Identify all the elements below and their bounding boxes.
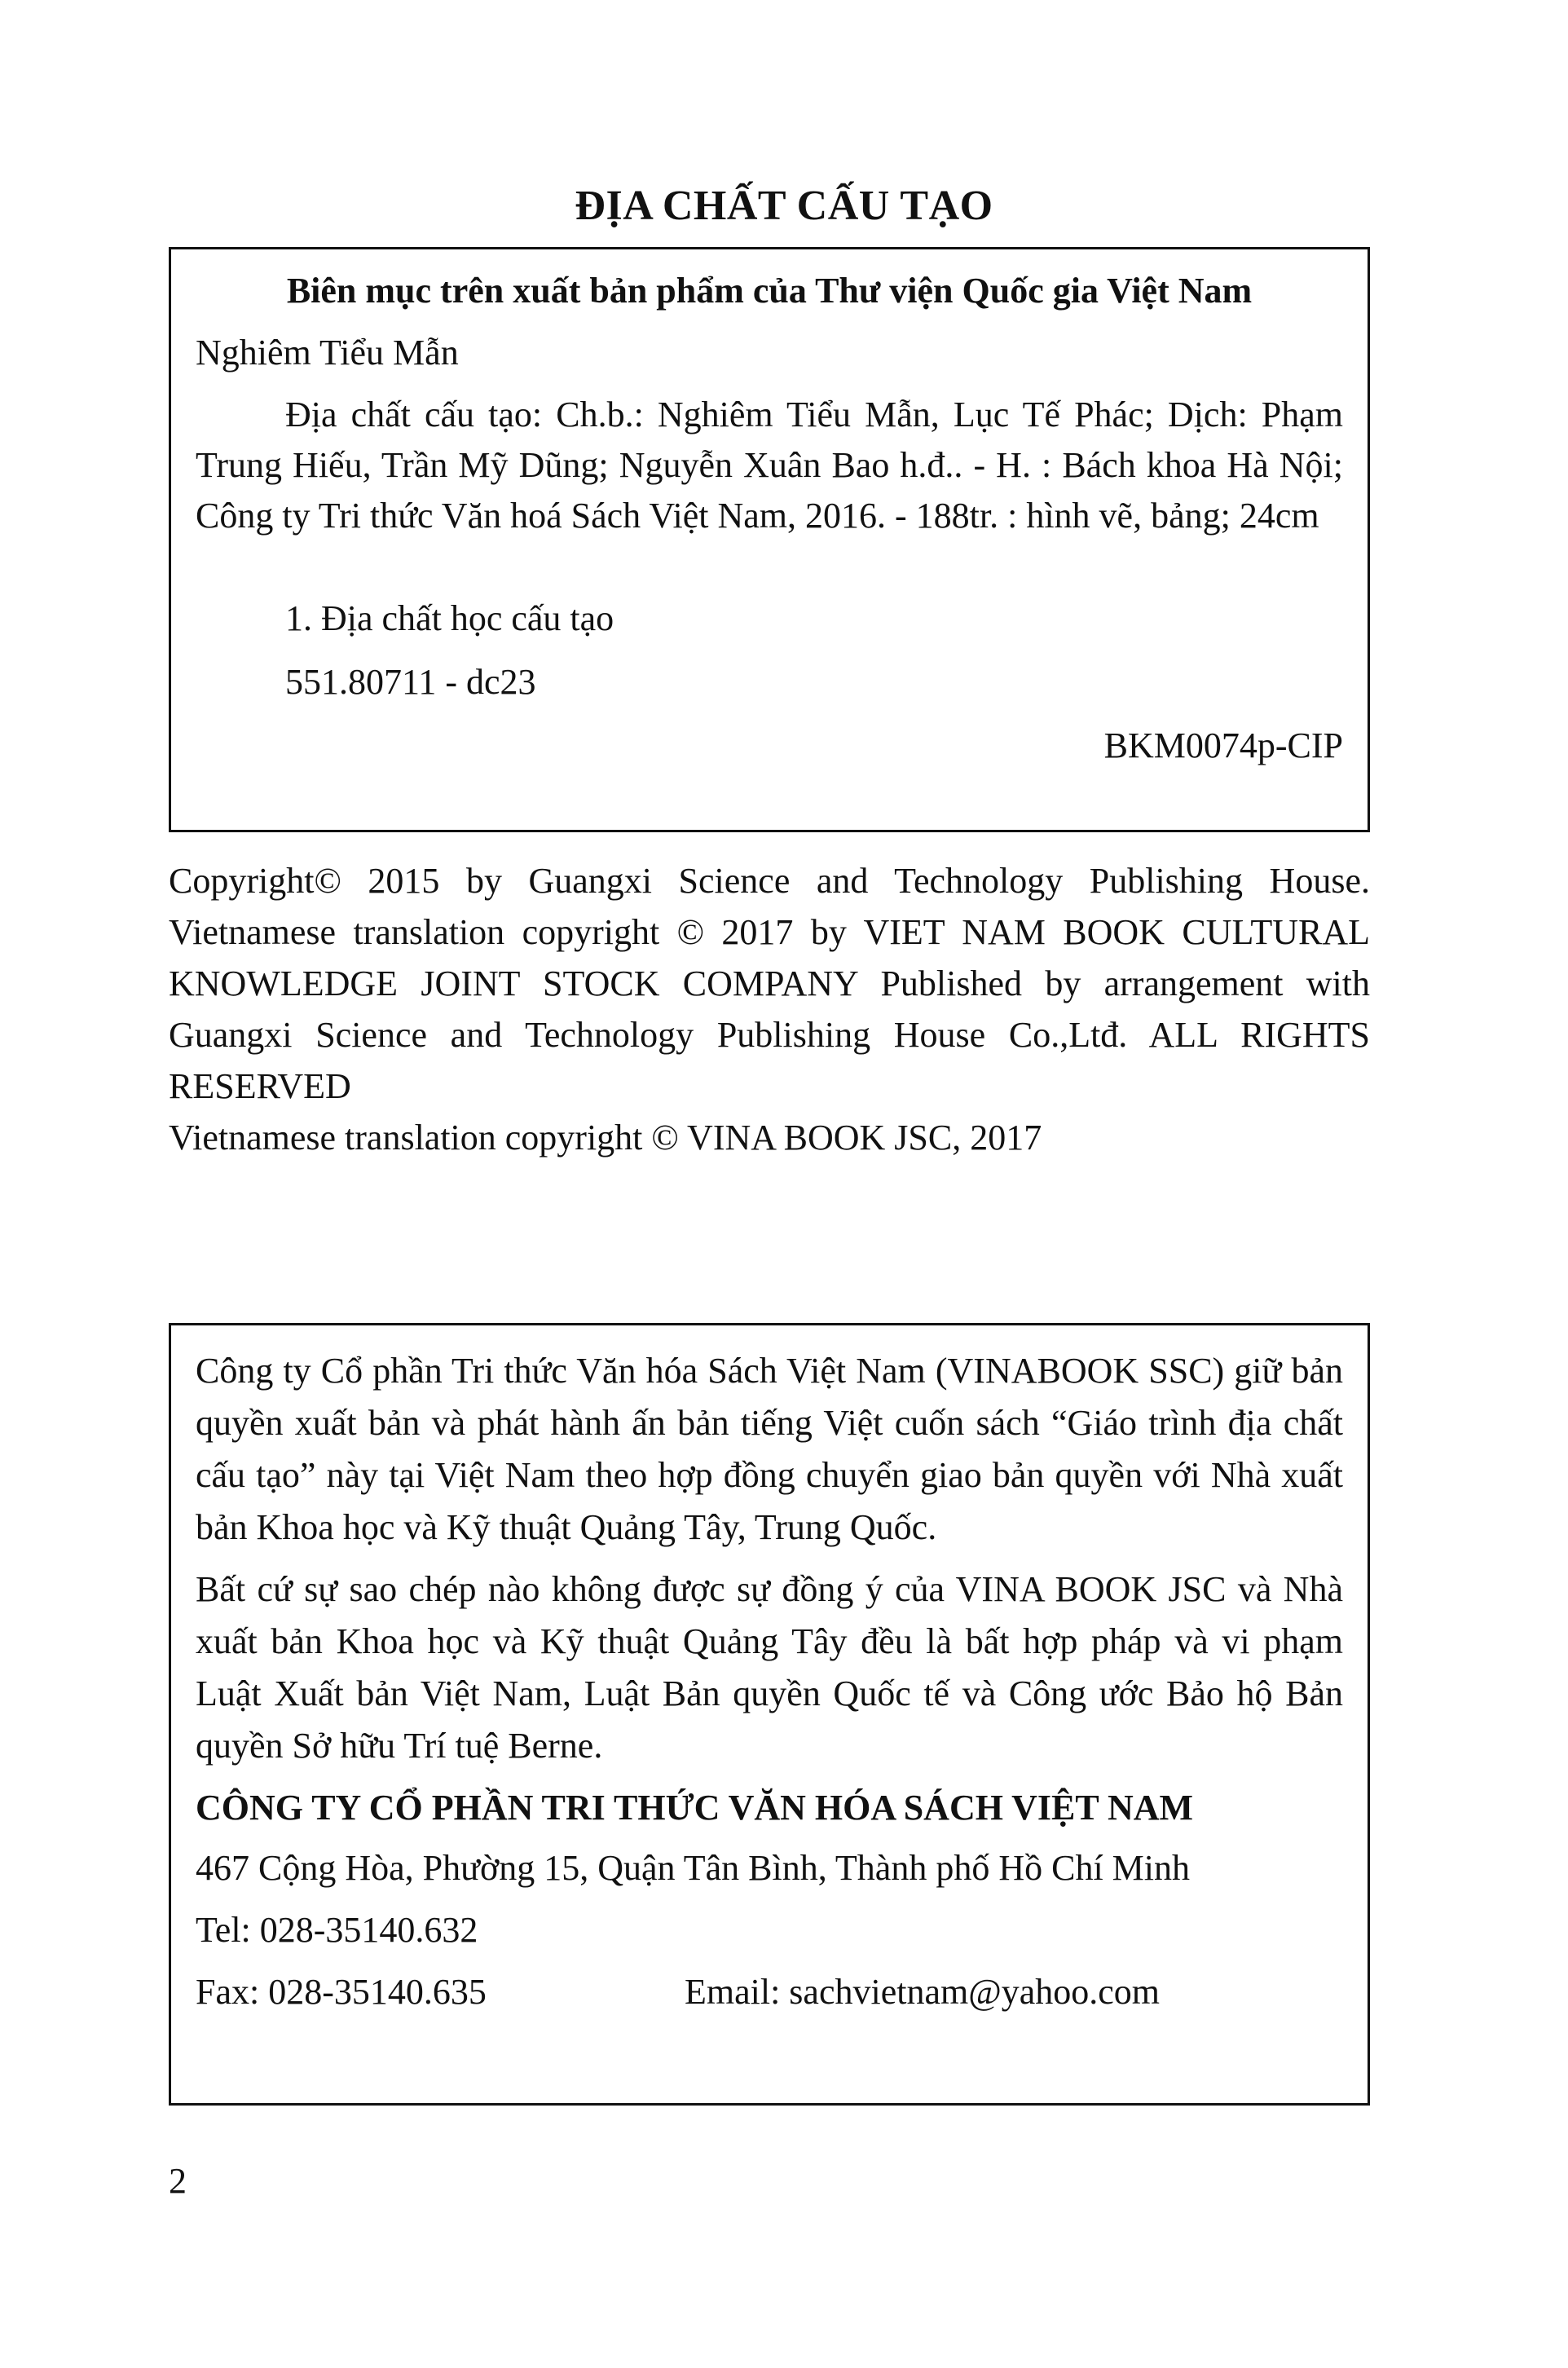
cip-code: BKM0074p-CIP [1103, 725, 1343, 765]
fax-email-row [196, 1966, 1343, 2018]
copyright-paragraph: Copyright© 2015 by Guangxi Science and Technology Publishing House. Vietnamese translation copyright © 2017 by VIET NAM BOOK CULTURAL KNOWLEDGE JOINT STOCK COMPANY Published by arrangement with Guangxi Science and Technology Publishing House Co.,Ltđ. ALL RIGHTS RESERVED [169, 861, 1370, 1106]
page-title: ĐỊA CHẤT CẤU TẠO [575, 183, 993, 229]
cip-heading: Biên mục trên xuất bản phẩm của Thư viện Quốc gia Việt Nam [286, 271, 1253, 311]
rights-box [169, 1323, 1370, 2106]
cip-subject: 1. Địa chất học cấu tạo [285, 598, 614, 638]
cip-description: Địa chất cấu tạo: Ch.b.: Nghiêm Tiểu Mẫn, Lục Tế Phác; Dịch: Phạm Trung Hiếu, Trần Mỹ Dũng; Nguyễn Xuân Bao h.đ.. - H. : Bách khoa Hà Nội; Công ty Tri thức Văn hoá Sách Việt Nam, 2016. - 188tr. : hình vẽ, bảng; 24cm [196, 395, 1343, 536]
company-fax: Fax: 028-35140.635 [196, 1972, 487, 2012]
rights-content [196, 1345, 1343, 2018]
company-name: CÔNG TY CỔ PHẦN TRI THỨC VĂN HÓA SÁCH VIỆT NAM [196, 1788, 1194, 1828]
translation-copyright: Vietnamese translation copyright © VINA BOOK JSC, 2017 [169, 1118, 1042, 1158]
cip-author: Nghiêm Tiểu Mẫn [196, 333, 459, 373]
company-email: Email: sachvietnam@yahoo.com [685, 1972, 1161, 2012]
company-tel: Tel: 028-35140.632 [196, 1910, 478, 1950]
warning-paragraph: Bất cứ sự sao chép nào không được sự đồng ý của VINA BOOK JSC và Nhà xuất bản Khoa học và Kỹ thuật Quảng Tây đều là bất hợp pháp và vi phạm Luật Xuất bản Việt Nam, Luật Bản quyền Quốc tế và Công ước Bảo hộ Bản quyền Sở hữu Trí tuệ Berne. [196, 1569, 1343, 1766]
page-number: 2 [169, 2161, 187, 2201]
rights-paragraph: Công ty Cổ phần Tri thức Văn hóa Sách Việt Nam (VINABOOK SSC) giữ bản quyền xuất bản và phát hành ấn bản tiếng Việt cuốn sách “Giáo trình địa chất cấu tạo” này tại Việt Nam theo hợp đồng chuyển giao bản quyền với Nhà xuất bản Khoa học và Kỹ thuật Quảng Tây, Trung Quốc. [196, 1351, 1343, 1547]
cip-classification: 551.80711 - dc23 [285, 662, 536, 702]
cip-record-box [169, 247, 1370, 832]
company-address: 467 Cộng Hòa, Phường 15, Quận Tân Bình, Thành phố Hồ Chí Minh [196, 1848, 1191, 1888]
copyright-notice [169, 855, 1370, 1163]
